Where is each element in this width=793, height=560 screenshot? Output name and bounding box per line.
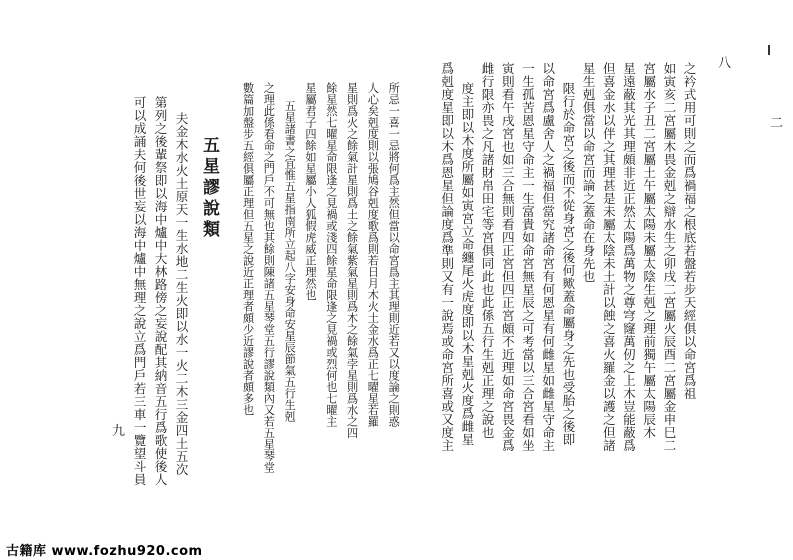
text-column: 數篇加盤步五經俱屬正理但五星之說近正理者頗少近謬說者頗多也 [241,82,255,416]
text-column: 夫金木水火土原天一生水地二生火即以水一火二木三金四土五次 [173,112,189,476]
right-page-number: 八 [718,56,732,71]
text-column: 限行於命宮之後而不從身宮之後何歟蓋命屬身之先也受胎之後即 [560,82,576,446]
text-column: 可以成誦夫何後世妄以海中爐中無理之說立爲門戶若三車一覽望斗員 [131,96,147,486]
text-column: 星生剋俱當以命宮而論之蓋命在身先也 [580,62,596,283]
text-column: 度主即以木度所屬如寅宮立命纏尾火虎度即以木星剋火度爲雌星 [459,82,475,446]
text-column: 五星諸書之宜惟五星指南所立起八字安身命安星辰節氣五行生剋 [283,100,297,422]
text-column: 星屬君子四餘如星屬小人狐假虎威正理然也 [304,82,317,301]
text-column: 寅則看午戌宮也如三合無則看四正宮但四正宮頗不近理如命宮畏金爲 [499,62,515,452]
text-column: 之衿式用可則之而爲禍福之根底若盤若步天經俱以命宮爲祖 [681,62,697,400]
page-edge-tick [768,45,770,55]
section-heading: 五星謬說類 [199,136,219,241]
site-footer [0,534,793,560]
text-column: 但喜金水以伴之其理甚是未屬太陰未土計以蝕之喜火羅金以護之但諸 [600,62,616,452]
text-column: 人心矣剋度則以張鳩谷剋度歌爲則若日月木火土金水爲正七曜星若羅 [366,82,380,427]
text-column: 所忌一喜一忌將何爲主然但當以命宮爲主其理則近若又以度論之則惑 [387,82,401,427]
text-column: 宮屬水子丑二宮屬土午屬太陽未屬太陰生剋之理前獨午屬太陽辰木 [641,62,657,439]
text-column: 如寅亥二宮屬木畏金剋之辯水生之卯戌二宮屬火辰酉二宮屬金申巳二 [661,62,677,452]
site-watermark: 古籍库 www.fozhu920.com [6,544,203,559]
right-page-edge-mark: 二 [770,116,784,131]
text-column: 星遠蔽其光其理頗非近正然太陽爲萬物之尊穹窿萬仞之上木豈能蔽爲 [620,62,636,452]
text-column: 星則爲火之餘氣計星則爲土之餘氣紫氣星則爲木之餘氣孛星則爲水之四 [345,82,359,439]
text-column: 爲剋度星即以木爲恩星但論度爲準則又有一說焉或命宮所喜或又度主 [439,62,455,452]
text-column: 以命宮爲盧舍人之禍福但當究諸命宮有何恩星有何雌星如雌星守命主 [540,62,556,452]
text-column: 雌行限亦畏之凡諸財帛田宅等宮俱同此也此係五行生剋正理之說也 [479,62,495,439]
text-column: 一生孤苦恩星守命主一生富貴如命宮無星辰之可考當以三合宮看如坐 [519,62,535,452]
text-column: 餘星然七曜星命限逢之見禍或淺四餘星命限逢之見禍或烈何也七曜主 [324,82,338,427]
text-column: 之理此係看命之門戶不可無也其餘則陳諸五星琴堂五行謬說類內又若五星琴堂 [262,82,276,473]
text-column: 第列之後輩祭即以海中爐中大林路傍之妄說配其納音五行爲歌使後人 [152,96,168,486]
left-page-number: 九 [112,424,126,439]
